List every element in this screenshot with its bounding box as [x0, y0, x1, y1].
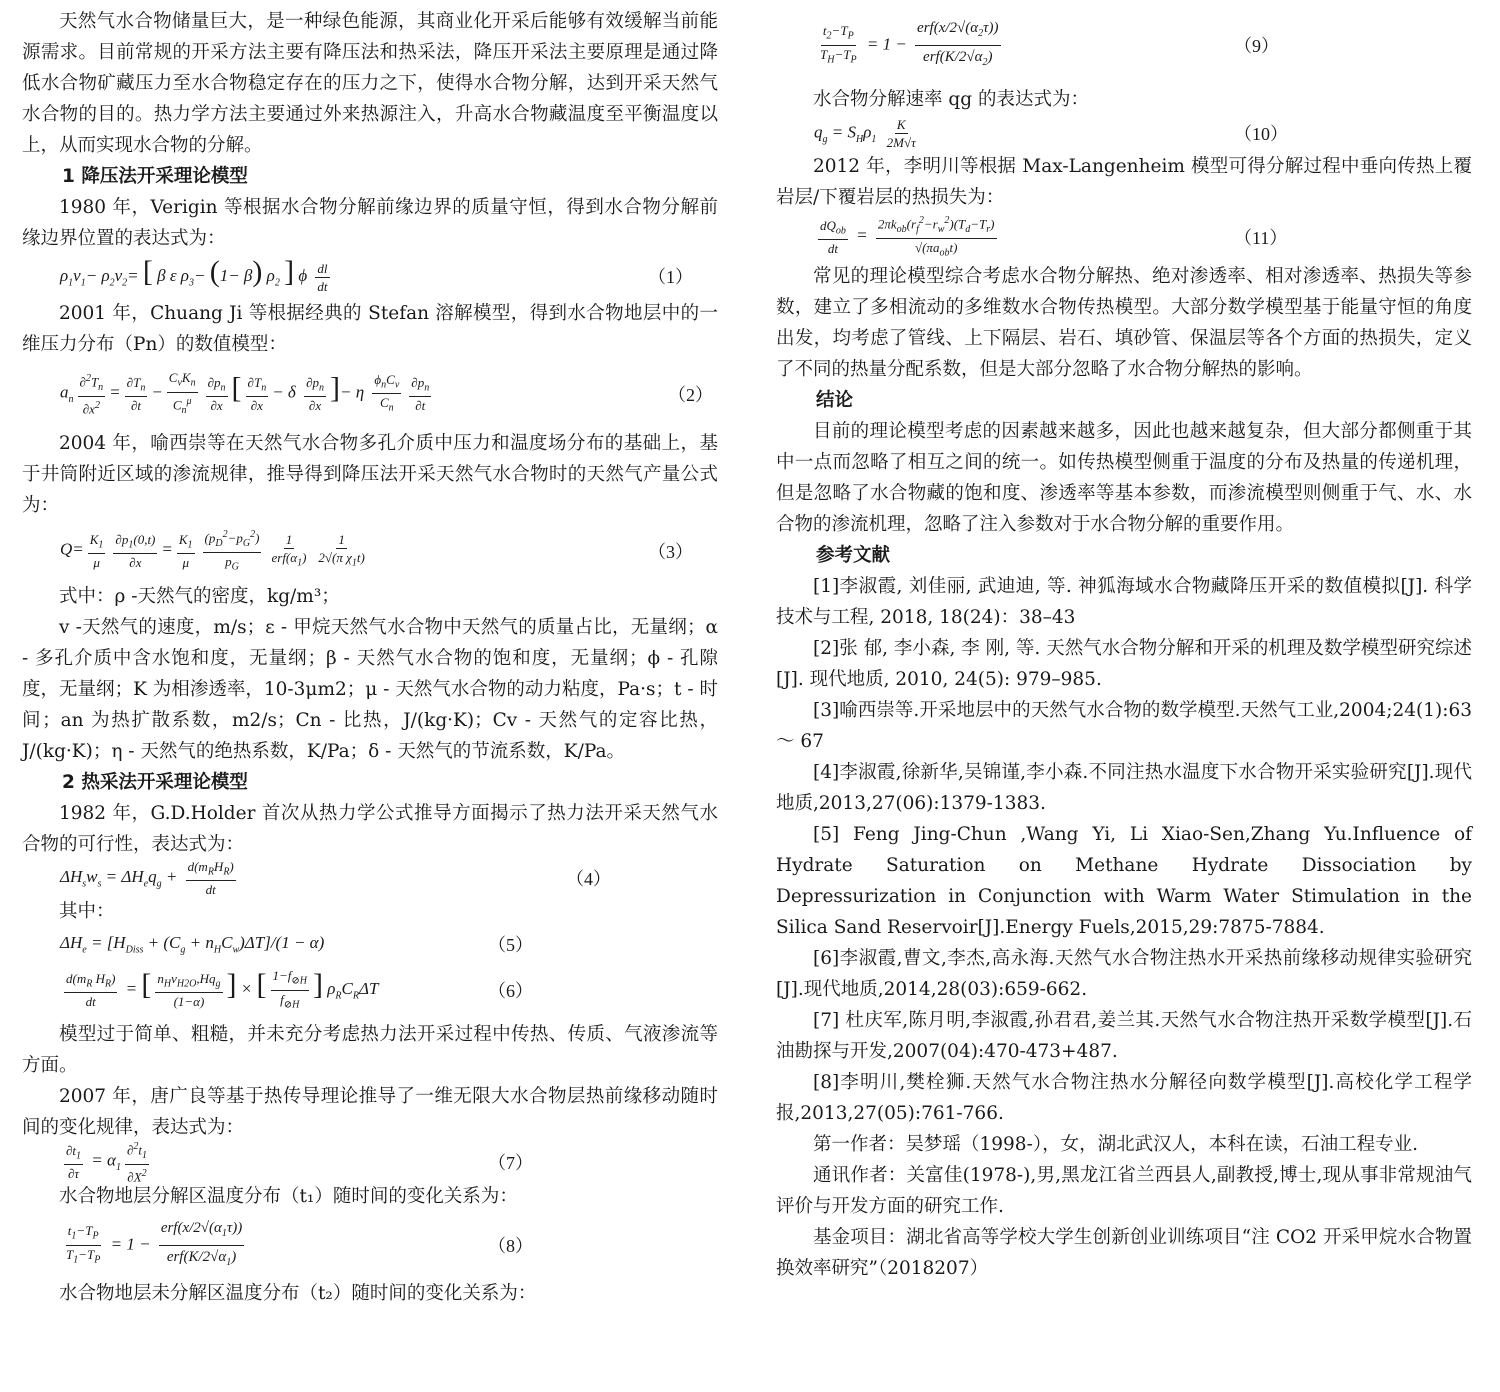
- first-author-note: 第一作者：吴梦瑶（1998-），女，湖北武汉人，本科在读，石油工程专业.: [813, 1134, 1418, 1155]
- symbol-definitions: v -天然气的速度，m/s；ε - 甲烷天然气水合物中天然气的质量占比，无量纲；α - 多孔介质中含水饱和度，无量纲；β - 天然气水合物的饱和度，无量纲；ϕ - 孔隙度，无量纲；K 为相渗透率，10-3μm2；μ - 天然气水合物的动力粘度，Pa·s；t - 时间；an 为热扩散系数，m2/s；Cn - 比热，J/(kg·K)；Cv - 天然气的定容比热，J/(kg·K)；η - 天然气的绝热系数，K/Pa；δ - 天然气的节流系数，K/Pa。: [22, 617, 718, 762]
- paragraph-verigin: 1980 年，Verigin 等根据水合物分解前缘边界的质量守恒，得到水合物分解前缘边界位置的表达式为：: [22, 197, 718, 249]
- equation-5-number: （5）: [488, 935, 533, 955]
- equation-10-number: （10）: [1234, 124, 1288, 144]
- paragraph-where: 其中：: [59, 901, 115, 922]
- reference-item: [1]李淑霞, 刘佳丽, 武迪迪, 等. 神狐海域水合物藏降压开采的数值模拟[J]. 科学技术与工程, 2018, 18(24)：38–43: [776, 576, 1472, 628]
- reference-item: [3]喻西崇等.开采地层中的天然气水合物的数学模型.天然气工业,2004;24(1):63～ 67: [776, 700, 1472, 752]
- paragraph-holder: 1982 年，G.D.Holder 首次从热力学公式推导方面揭示了热力法开采天然气水合物的可行性，表达式为：: [22, 803, 718, 855]
- references-list: [776, 571, 1472, 1129]
- section-heading-1: 1 降压法开采理论模型: [62, 166, 248, 187]
- paragraph-chuang: 2001 年，Chuang Ji 等根据经典的 Stefan 溶解模型，得到水合物地层中的一维压力分布（Pn）的数值模型：: [22, 303, 718, 355]
- reference-item: [5] Feng Jing-Chun ,Wang Yi, Li Xiao-Sen,Zhang Yu.Influence of Hydrate Saturation on Methane Hydrate Dissociation by Depressurization in Conjunction with Warm Water Stimulation in the Silica Sand Reservoir[J].Energy Fuels,2015,29:7875-7884.: [776, 824, 1472, 938]
- equation-10: $q_g = S_H\rho_1$ $\frac{K}{2M√\tau}$ （10）: [814, 116, 1288, 150]
- equation-5: $\Delta H_e = [H_{Diss} + (C_g + n_HC_w)\Delta T]/(1 - \alpha)$ （5）: [60, 932, 533, 956]
- left-column: [22, 6, 718, 1309]
- intro-paragraph: 天然气水合物储量巨大，是一种绿色能源，其商业化开采后能够有效缓解当前能源需求。目前常规的开采方法主要有降压法和热采法，降压开采法主要原理是通过降低水合物矿藏压力至水合物稳定存在的压力之下，使得水合物分解，达到开采天然气水合物的目的。热力学方法主要通过外来热源注入，升高水合物藏温度至平衡温度以上，从而实现水合物的分解。: [22, 11, 718, 156]
- equation-1: $\rho_1v_1- \rho_2v_2=$ [ β ε $\rho_3- (1- \beta)$ $\rho_2$ ] ϕ $\frac{dl}{dt}$ （1）: [60, 255, 693, 294]
- equation-4-number: （4）: [566, 869, 611, 889]
- right-column: [776, 6, 1472, 1284]
- equation-9: $\frac{t_2-T_P}{T_H-T_P}$ = 1 − $\frac{erf(x/2√(\alpha_2\tau))}{erf(K/2√\alpha_2)}$ （9）: [776, 6, 1472, 84]
- paragraph-tang: 2007 年，唐广良等基于热传导理论推导了一维无限大水合物层热前缘移动随时间的变化规律，表达式为：: [22, 1086, 718, 1138]
- equation-11: $\frac{dQ_{ob}}{dt}$ = $\frac{2\pi k_{ob}(r_f^2-r_w^2)(T_d-T_r)}{√(\pi a_{ob}t)}$ （11）: [776, 213, 1472, 261]
- symbol-definition-rho: 式中：ρ -天然气的密度，kg/m³；: [59, 586, 340, 607]
- reference-item: [4]李淑霞,徐新华,吴锦谨,李小森.不同注热水温度下水合物开采实验研究[J].现代地质,2013,27(06):1379-1383.: [776, 762, 1472, 814]
- reference-item: [6]李淑霞,曹文,李杰,高永海.天然气水合物注热水开采热前缘移动规律实验研究[J].现代地质,2014,28(03):659-662.: [776, 948, 1472, 1000]
- reference-item: [7] 杜庆军,陈月明,李淑霞,孙君君,姜兰其.天然气水合物注热开采数学模型[J].石油勘探与开发,2007(04):470-473+487.: [776, 1010, 1472, 1062]
- paragraph-li: 2012 年，李明川等根据 Max-Langenheim 模型可得分解过程中垂向传热上覆岩层/下覆岩层的热损失为：: [776, 156, 1472, 208]
- paragraph-decomposed-zone: 水合物地层分解区温度分布（t₁）随时间的变化关系为：: [59, 1186, 518, 1207]
- equation-2-number: （2）: [668, 385, 713, 405]
- equation-6-number: （6）: [488, 981, 533, 1001]
- conclusion-paragraph: 目前的理论模型考虑的因素越来越多，因此也越来越复杂，但大部分都侧重于其中一点而忽略了相互之间的统一。如传热模型侧重于温度的分布及热量的传递机理，但是忽略了水合物藏的饱和度、渗透率等基本参数，而渗流模型则侧重于气、水、水合物的渗流机理，忽略了注入参数对于水合物分解的重要作用。: [776, 421, 1472, 535]
- funding-note: 基金项目：湖北省高等学校大学生创新创业训练项目“注 CO2 开采甲烷水合物置换效率研究”（2018207）: [776, 1227, 1472, 1279]
- equation-8: $\frac{t_1-T_P}{T_1-T_P}$ = 1 − $\frac{erf(x/2√(\alpha_1\tau))}{erf(K/2√\alpha_1)}$ （8）: [22, 1212, 718, 1278]
- paragraph-models-summary: 常见的理论模型综合考虑水合物分解热、绝对渗透率、相对渗透率、热损失等参数，建立了多相流动的多维数水合物传热模型。大部分数学模型基于能量守恒的角度出发，均考虑了管线、上下隔层、岩石、填砂管、保温层等各个方面的热损失，定义了不同的热量分配系数，但是大部分忽略了水合物分解热的影响。: [776, 266, 1472, 380]
- paragraph-undecomposed-zone: 水合物地层未分解区温度分布（t₂）随时间的变化关系为：: [59, 1283, 537, 1304]
- equation-2: $a_n$ $\frac{\partial^2T_n}{\partial x^2}$ = $\frac{\partial T_n}{\partial t}$ − $\frac{C_vK_n}{C_n^\mu}$ $\frac{\partial p_n}{\partial x}$ [ $\frac{\partial T_n}{\partial x}$ − δ $\frac{\partial p_n}{\partial x}$ ]− η $\frac{\phi_nC_v}{C_n}$ $\frac{\partial p_n}{\partial t}$ （2）: [60, 370, 713, 417]
- paragraph-yu: 2004 年，喻西崇等在天然气水合物多孔介质中压力和温度场分布的基础上，基于井筒附近区域的渗流规律，推导得到降压法开采天然气水合物时的天然气产量公式为：: [22, 433, 718, 516]
- equation-9-number: （9）: [1234, 36, 1279, 56]
- reference-item: [8]李明川,樊栓狮.天然气水合物注热水分解径向数学模型[J].高校化学工程学报,2013,27(05):761-766.: [776, 1072, 1472, 1124]
- equation-3: Q= $\frac{K_1}{\mu}$ $\frac{\partial p_1(0,t)}{\partial x}$ = $\frac{K_1}{\mu}$ $\frac{(p_D^2-p_G^2)}{p_G}$ $\frac{1}{erf(\alpha_1)}$ $\frac{1}{2√(\pi \chi_1t)}$ （3）: [22, 521, 718, 581]
- paragraph-qg: 水合物分解速率 qg 的表达式为：: [813, 89, 1089, 110]
- references-heading: 参考文献: [816, 545, 891, 566]
- paragraph-model-remark: 模型过于简单、粗糙，并未充分考虑热力法开采过程中传热、传质、气液渗流等方面。: [22, 1024, 718, 1076]
- equation-11-number: （11）: [1234, 228, 1288, 248]
- equation-6: $\frac{d(m_R H_R)}{dt}$ = [ $\frac{n_Hv_{H2O},Hq_g}{(1-\alpha)}$ ] × [ $\frac{1-f_{⊘H}}{f_{⊘H}}$ ] $\rho_RC_R\Delta T$ （6）: [66, 967, 533, 1011]
- corresponding-author-note: 通讯作者：关富佳(1978-),男,黑龙江省兰西县人,副教授,博士,现从事非常规油气评价与开发方面的研究工作.: [776, 1165, 1472, 1217]
- reference-item: [2]张 郁, 李小森, 李 刚, 等. 天然气水合物分解和开采的机理及数学模型研究综述[J]. 现代地质, 2010, 24(5): 979–985.: [776, 638, 1472, 690]
- equation-8-number: （8）: [488, 1236, 533, 1256]
- section-heading-2: 2 热采法开采理论模型: [62, 772, 248, 793]
- equation-7-number: （7）: [488, 1153, 533, 1173]
- conclusion-heading: 结论: [816, 390, 854, 411]
- equation-1-number: （1）: [648, 267, 693, 287]
- equation-3-number: （3）: [648, 542, 693, 562]
- equation-4: $\Delta H_sw_s = \Delta H_eq_g$ + $\frac{d(m_RH_R)}{dt}$ （4）: [60, 858, 611, 898]
- equation-7: $\frac{\partial t_1}{\partial\tau}$ = $\alpha_1$ $\frac{\partial^2t_1}{\partial X^2}$ （7）: [22, 1143, 718, 1181]
